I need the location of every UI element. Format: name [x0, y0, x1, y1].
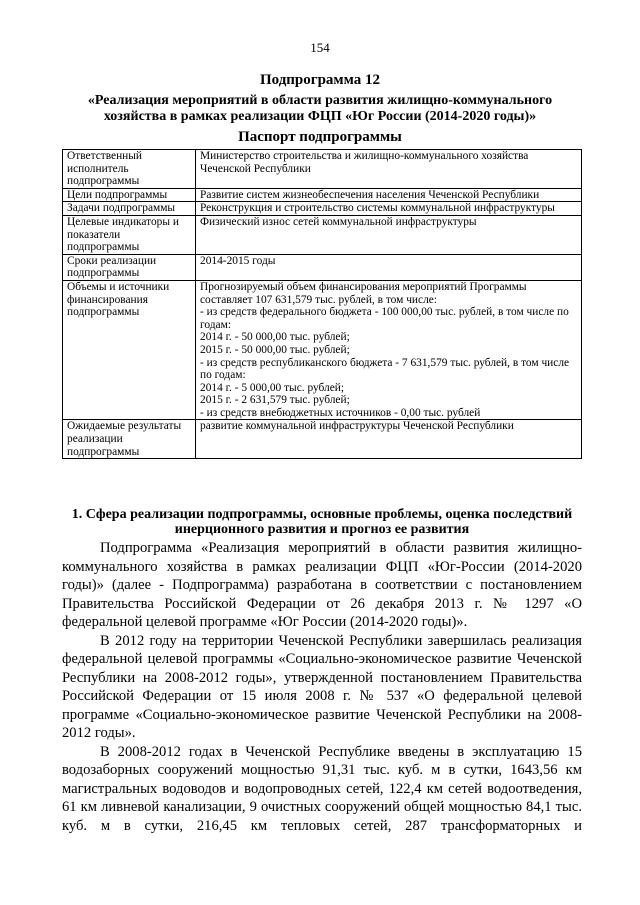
- table-row: [63, 254, 582, 280]
- table-row: [63, 280, 582, 420]
- table-row: [63, 215, 582, 254]
- tasks-label: Задачи подпрограммы: [63, 202, 196, 216]
- funding-line: Прогнозируемый объем финансирования мероприятий Программы составляет 107 631,579 тыс. рублей, в том числе:: [200, 280, 527, 306]
- funding-line: - из средств республиканского бюджета - 7 631,579 тыс. рублей, в том числе по годам:: [200, 356, 570, 382]
- goals-value: Развитие систем жизнеобеспечения населения Чеченской Республики: [196, 188, 582, 202]
- page-number: 154: [310, 40, 330, 55]
- subprogram-title: Подпрограмма 12: [259, 72, 381, 88]
- table-row: [63, 188, 582, 202]
- funding-line: - из средств внебюджетных источников - 0,00 тыс. рублей: [200, 406, 481, 419]
- executor-value: Министерство строительства и жилищно-коммунального хозяйства Чеченской Республики: [196, 150, 582, 189]
- funding-line: 2014 г. - 50 000,00 тыс. рублей;: [200, 331, 350, 344]
- passport-title: Паспорт подпрограммы: [238, 129, 402, 145]
- terms-value: 2014-2015 годы: [196, 254, 582, 280]
- subprogram-subtitle: «Реализация мероприятий в области развития жилищно-коммунального хозяйства в рамках реализации ФЦП «Юг России (2014-2020 годы)»: [87, 93, 553, 124]
- indicators-label: Целевые индикаторы и показатели подпрограммы: [63, 215, 196, 254]
- terms-label: Сроки реализации подпрограммы: [63, 254, 196, 280]
- results-label: Ожидаемые результаты реализации подпрограммы: [63, 420, 196, 459]
- table-row: [63, 202, 582, 216]
- funding-line: 2015 г. - 50 000,00 тыс. рублей;: [200, 343, 350, 356]
- funding-line: 2015 г. - 2 631,579 тыс. рублей;: [200, 394, 350, 407]
- passport-table: [62, 149, 582, 459]
- table-row: [63, 420, 582, 459]
- indicators-value: Физический износ сетей коммунальной инфраструктуры: [196, 215, 582, 254]
- body-text: [62, 539, 582, 835]
- goals-label: Цели подпрограммы: [63, 188, 196, 202]
- table-row: [63, 150, 582, 189]
- paragraph: В 2008-2012 годах в Чеченской Республике введены в эксплуатацию 15 водозаборных сооружений мощностью 91,31 тыс. куб. м в сутки, 1643,56 км магистральных водоводов и водопроводных сетей, 122,4 км сетей водоотведения, 61 км ливневой канализации, 9 очистных сооружений общей мощностью 84,1 тыс. куб. м в сутки, 216,45 км тепловых сетей, 287 трансформаторных и: [62, 743, 582, 834]
- funding-value: [196, 280, 582, 420]
- funding-label: Объемы и источники финансирования подпрограммы: [63, 280, 196, 420]
- executor-label: Ответственный исполнитель подпрограммы: [63, 150, 196, 189]
- funding-line: 2014 г. - 5 000,00 тыс. рублей;: [200, 381, 345, 394]
- tasks-value: Реконструкция и строительство системы коммунальной инфраструктуры: [196, 202, 582, 216]
- paragraph: Подпрограмма «Реализация мероприятий в области развития жилищно-коммунального хозяйства в рамках реализации ФЦП «Юг-России (2014-2020 годы)» (далее - Подпрограмма) разработана в соответствии с постановлением Правительства Российской Федерации от 26 декабря 2013 г. № 1297 «О федеральной целевой программе «Юг России (2014-2020 годы)».: [62, 540, 582, 630]
- paragraph: В 2012 году на территории Чеченской Республики завершилась реализация федеральной целевой программы «Социально-экономическое развитие Чеченской Республики на 2008-2012 годы», утвержденной постановлением Правительства Российской Федерации от 15 июля 2008 г. № 537 «О федеральной целевой программе «Социально-экономическое развитие Чеченской Республики на 2008-2012 годы».: [62, 632, 582, 741]
- funding-line: - из средств федерального бюджета - 100 000,00 тыс. рублей, в том числе по годам:: [200, 306, 569, 331]
- results-value: развитие коммунальной инфраструктуры Чеченской Республики: [196, 420, 582, 459]
- section-title: 1. Сфера реализации подпрограммы, основные проблемы, оценка последствий инерционного развития и прогноз ее развития: [71, 507, 573, 537]
